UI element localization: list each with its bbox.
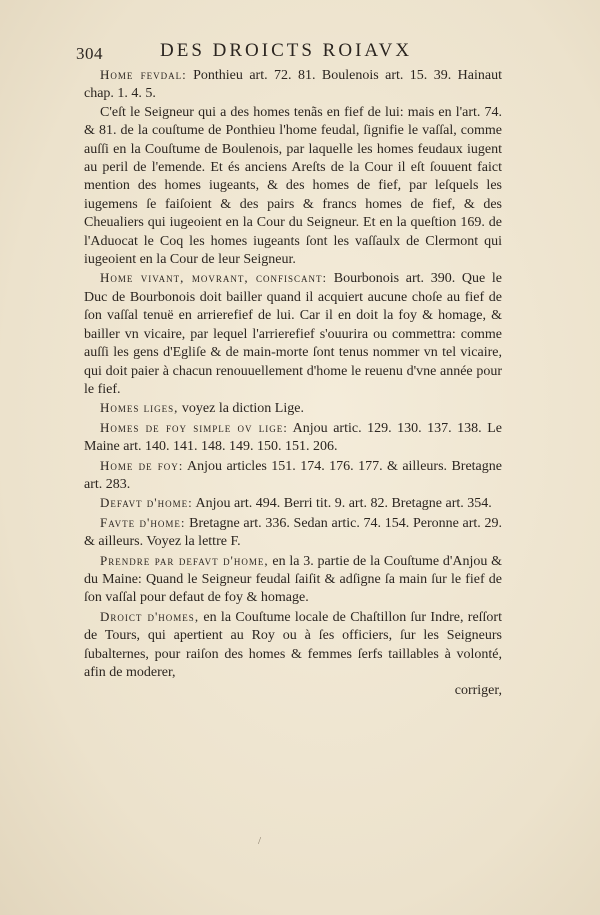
entry-home-feudal xyxy=(84,66,502,104)
entry-droict-d-homes xyxy=(84,608,502,683)
entry-headword: Homes liges, xyxy=(100,400,179,416)
entry-home-feudal-gloss xyxy=(84,104,502,270)
entry-text: Ponthieu art. 72. 81. Boulenois art. 15. 39. Hainaut chap. 1. 4. 5. xyxy=(84,68,502,102)
entry-headword: Prendre par defavt d'home, xyxy=(100,552,269,568)
page-mark: / xyxy=(258,835,262,847)
entry-home-de-foy xyxy=(84,457,502,495)
running-head xyxy=(76,40,536,66)
page-number: 304 xyxy=(76,44,103,63)
entry-headword: Homes de foy simple ov lige: xyxy=(100,419,288,435)
entry-home-vivant xyxy=(84,269,502,399)
entry-text: Anjou art. 494. Berri tit. 9. art. 82. Bretagne art. 354. xyxy=(192,496,492,512)
entry-headword: Defavt d'home: xyxy=(100,495,193,511)
entry-text: voyez la diction Lige. xyxy=(178,401,304,417)
entry-defaut-d-home xyxy=(84,494,502,513)
entry-headword: Home de foy: xyxy=(100,457,184,473)
entry-text: Anjou articles 151. 174. 176. 177. & ailleurs. Bretagne art. 283. xyxy=(84,458,502,492)
entry-headword: Droict d'homes, xyxy=(100,608,200,624)
entry-headword: Favte d'home: xyxy=(100,514,186,530)
catchword: corriger, xyxy=(454,683,502,699)
entry-homes-liges xyxy=(84,399,502,418)
entry-headword: Home vivant, movrant, confiscant: xyxy=(100,270,328,286)
entry-text: Bretagne art. 336. Sedan artic. 74. 154. Peronne art. 29. & ailleurs. Voyez la lettre F. xyxy=(84,515,502,550)
entry-text: Anjou artic. 129. 130. 137. 138. Le Maine art. 140. 141. 148. 149. 150. 151. 206. xyxy=(84,420,502,455)
entry-headword: Home fevdal: xyxy=(100,67,187,82)
text-block xyxy=(84,66,502,701)
entry-faute-d-home xyxy=(84,514,502,552)
entry-homes-de-foy-simple xyxy=(84,419,502,457)
entry-text: en la 3. partie de la Couſtume d'Anjou & du Maine: Quand le Seigneur feudal ſaiſit & adſigne ſa main ſur le fief de ſon vaſſal pour defaut de foy & homage. xyxy=(84,553,502,606)
entry-text: C'eſt le Seigneur qui a des homes tenãs en fief de lui: mais en l'art. 74. & 81. de la couſtume de Ponthieu l'home feudal, ſignifie le vaſſal, comme auſſi en la Couſtume de Boulenois, par laquelle les homes feudaux iugent au peril de l'emende. Et és anciens Areſts de la Cour il eſt ſouuent faict mention des homes iugeants, & des homes de fief, par leſquels les iugemens ſe faiſoient & des pairs & francs homes de fief, & des Cheualiers qui iugeoient en la Cour du Seigneur. Et en la queſtion 169. de l'Aduocat le Coq les homes iugeants ſont les vaſſaulx de Clermont qui iugeoient en la Cour de leur Seigneur. xyxy=(84,104,502,268)
running-title: DES DROICTS ROIAVX xyxy=(160,40,413,61)
entry-text: en la Couſtume locale de Chaſtillon ſur Indre, reſſort de Tours, qui apertient au Roy ou à ſes officiers, ſur les Seigneurs ſubalternes, pour raiſon des homes & femmes ſerfs taillables à volonté, afin de moderer, xyxy=(84,609,502,680)
entry-text: Bourbonois art. 390. Que le Duc de Bourbonois doit bailler quand il acquiert aucune choſe au fief de ſon vaſſal tenuë en arrierefief de lui. Car il en doit la foy & homage, & bailler vn vicaire, par lequel l'arrierefief s'ouurira ou commettra: comme auſſi les gens d'Egliſe & de main-morte ſont tenus nommer vn tel vicaire, qui doit paier à chacun renouuellement d'home le reuenu d'vne année pour le fief. xyxy=(84,271,502,397)
entry-prendre-par-defaut xyxy=(84,552,502,608)
